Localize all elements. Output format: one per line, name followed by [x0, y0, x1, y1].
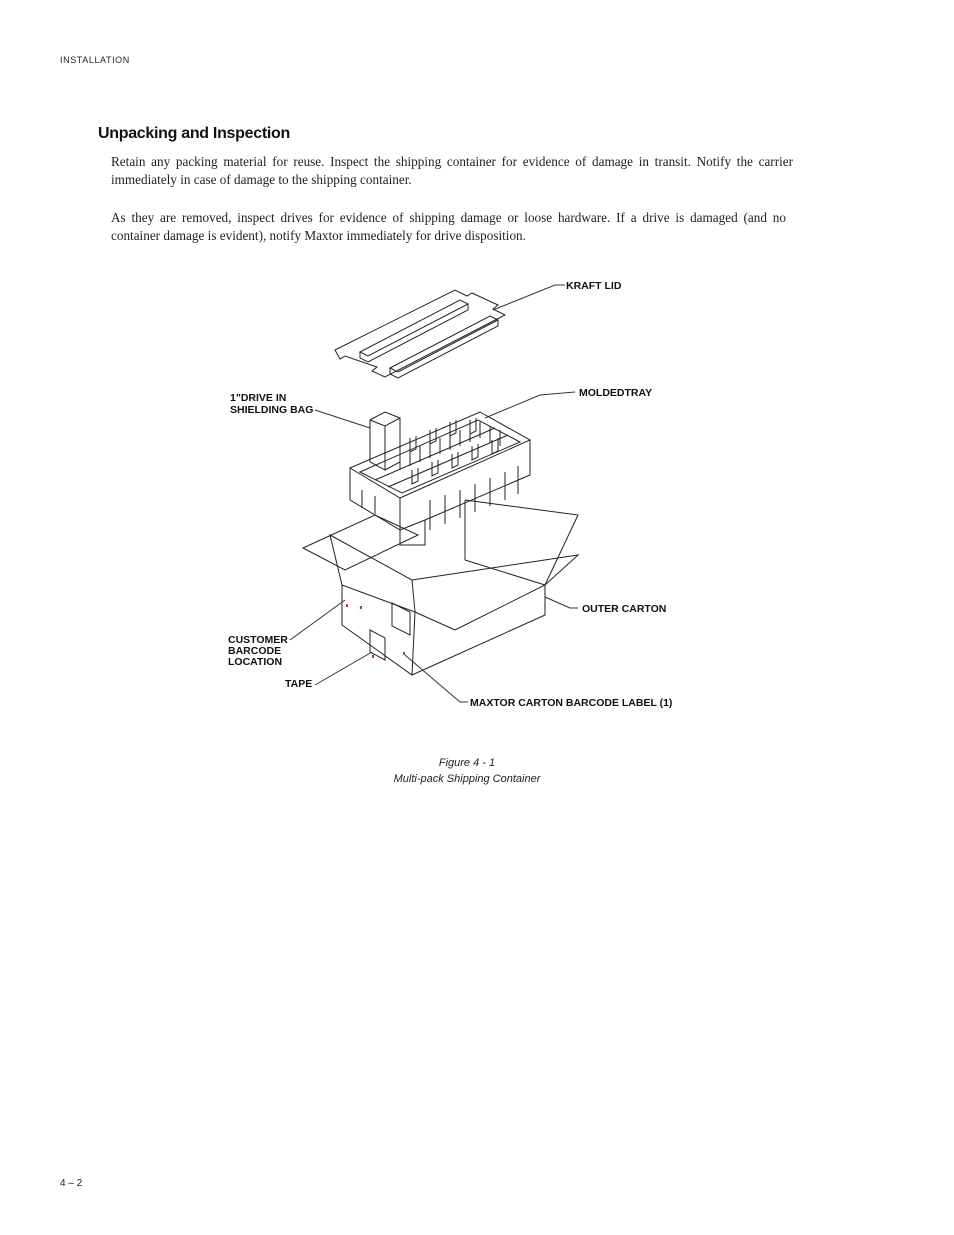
label-outer-carton: OUTER CARTON: [582, 603, 667, 615]
molded-tray-drawing: [350, 412, 530, 545]
label-maxtor-barcode: MAXTOR CARTON BARCODE LABEL (1): [470, 697, 673, 709]
paragraph-inspect-drives: As they are removed, inspect drives for evidence of shipping damage or loose hardware. If a drive is damaged (and no container damage is evident), notify Maxtor immediately for drive disposition.: [111, 210, 786, 243]
kraft-lid-drawing: [335, 290, 505, 378]
figure-caption-number: Figure 4 - 1: [438, 757, 496, 769]
outer-carton-drawing: [303, 500, 578, 675]
figure-caption-title: Multi-pack Shipping Container: [393, 773, 541, 785]
page-number: 4 – 2: [60, 1178, 83, 1189]
label-drive-line2: SHIELDING BAG: [230, 404, 314, 416]
shipping-container-diagram: [220, 270, 690, 720]
label-barcode-line3: LOCATION: [228, 656, 283, 668]
leader-lines: [290, 285, 578, 702]
label-barcode-line2: BARCODE: [228, 645, 282, 657]
drive-bag-drawing: [370, 412, 400, 470]
label-kraft-lid: KRAFT LID: [566, 280, 622, 292]
label-tape: TAPE: [285, 678, 313, 690]
running-head: INSTALLATION: [60, 55, 130, 65]
label-drive-line1: 1"DRIVE IN: [230, 392, 287, 404]
label-barcode-line1: CUSTOMER: [228, 634, 288, 646]
paragraph-retain-packing: Retain any packing material for reuse. Inspect the shipping container for evidence of damage in transit. Notify the carrier immediately in case of damage to the shipping container.: [111, 154, 793, 187]
label-molded-tray: MOLDEDTRAY: [579, 387, 653, 399]
red-barcode-marks: [346, 604, 405, 658]
section-title: Unpacking and Inspection: [98, 125, 290, 142]
